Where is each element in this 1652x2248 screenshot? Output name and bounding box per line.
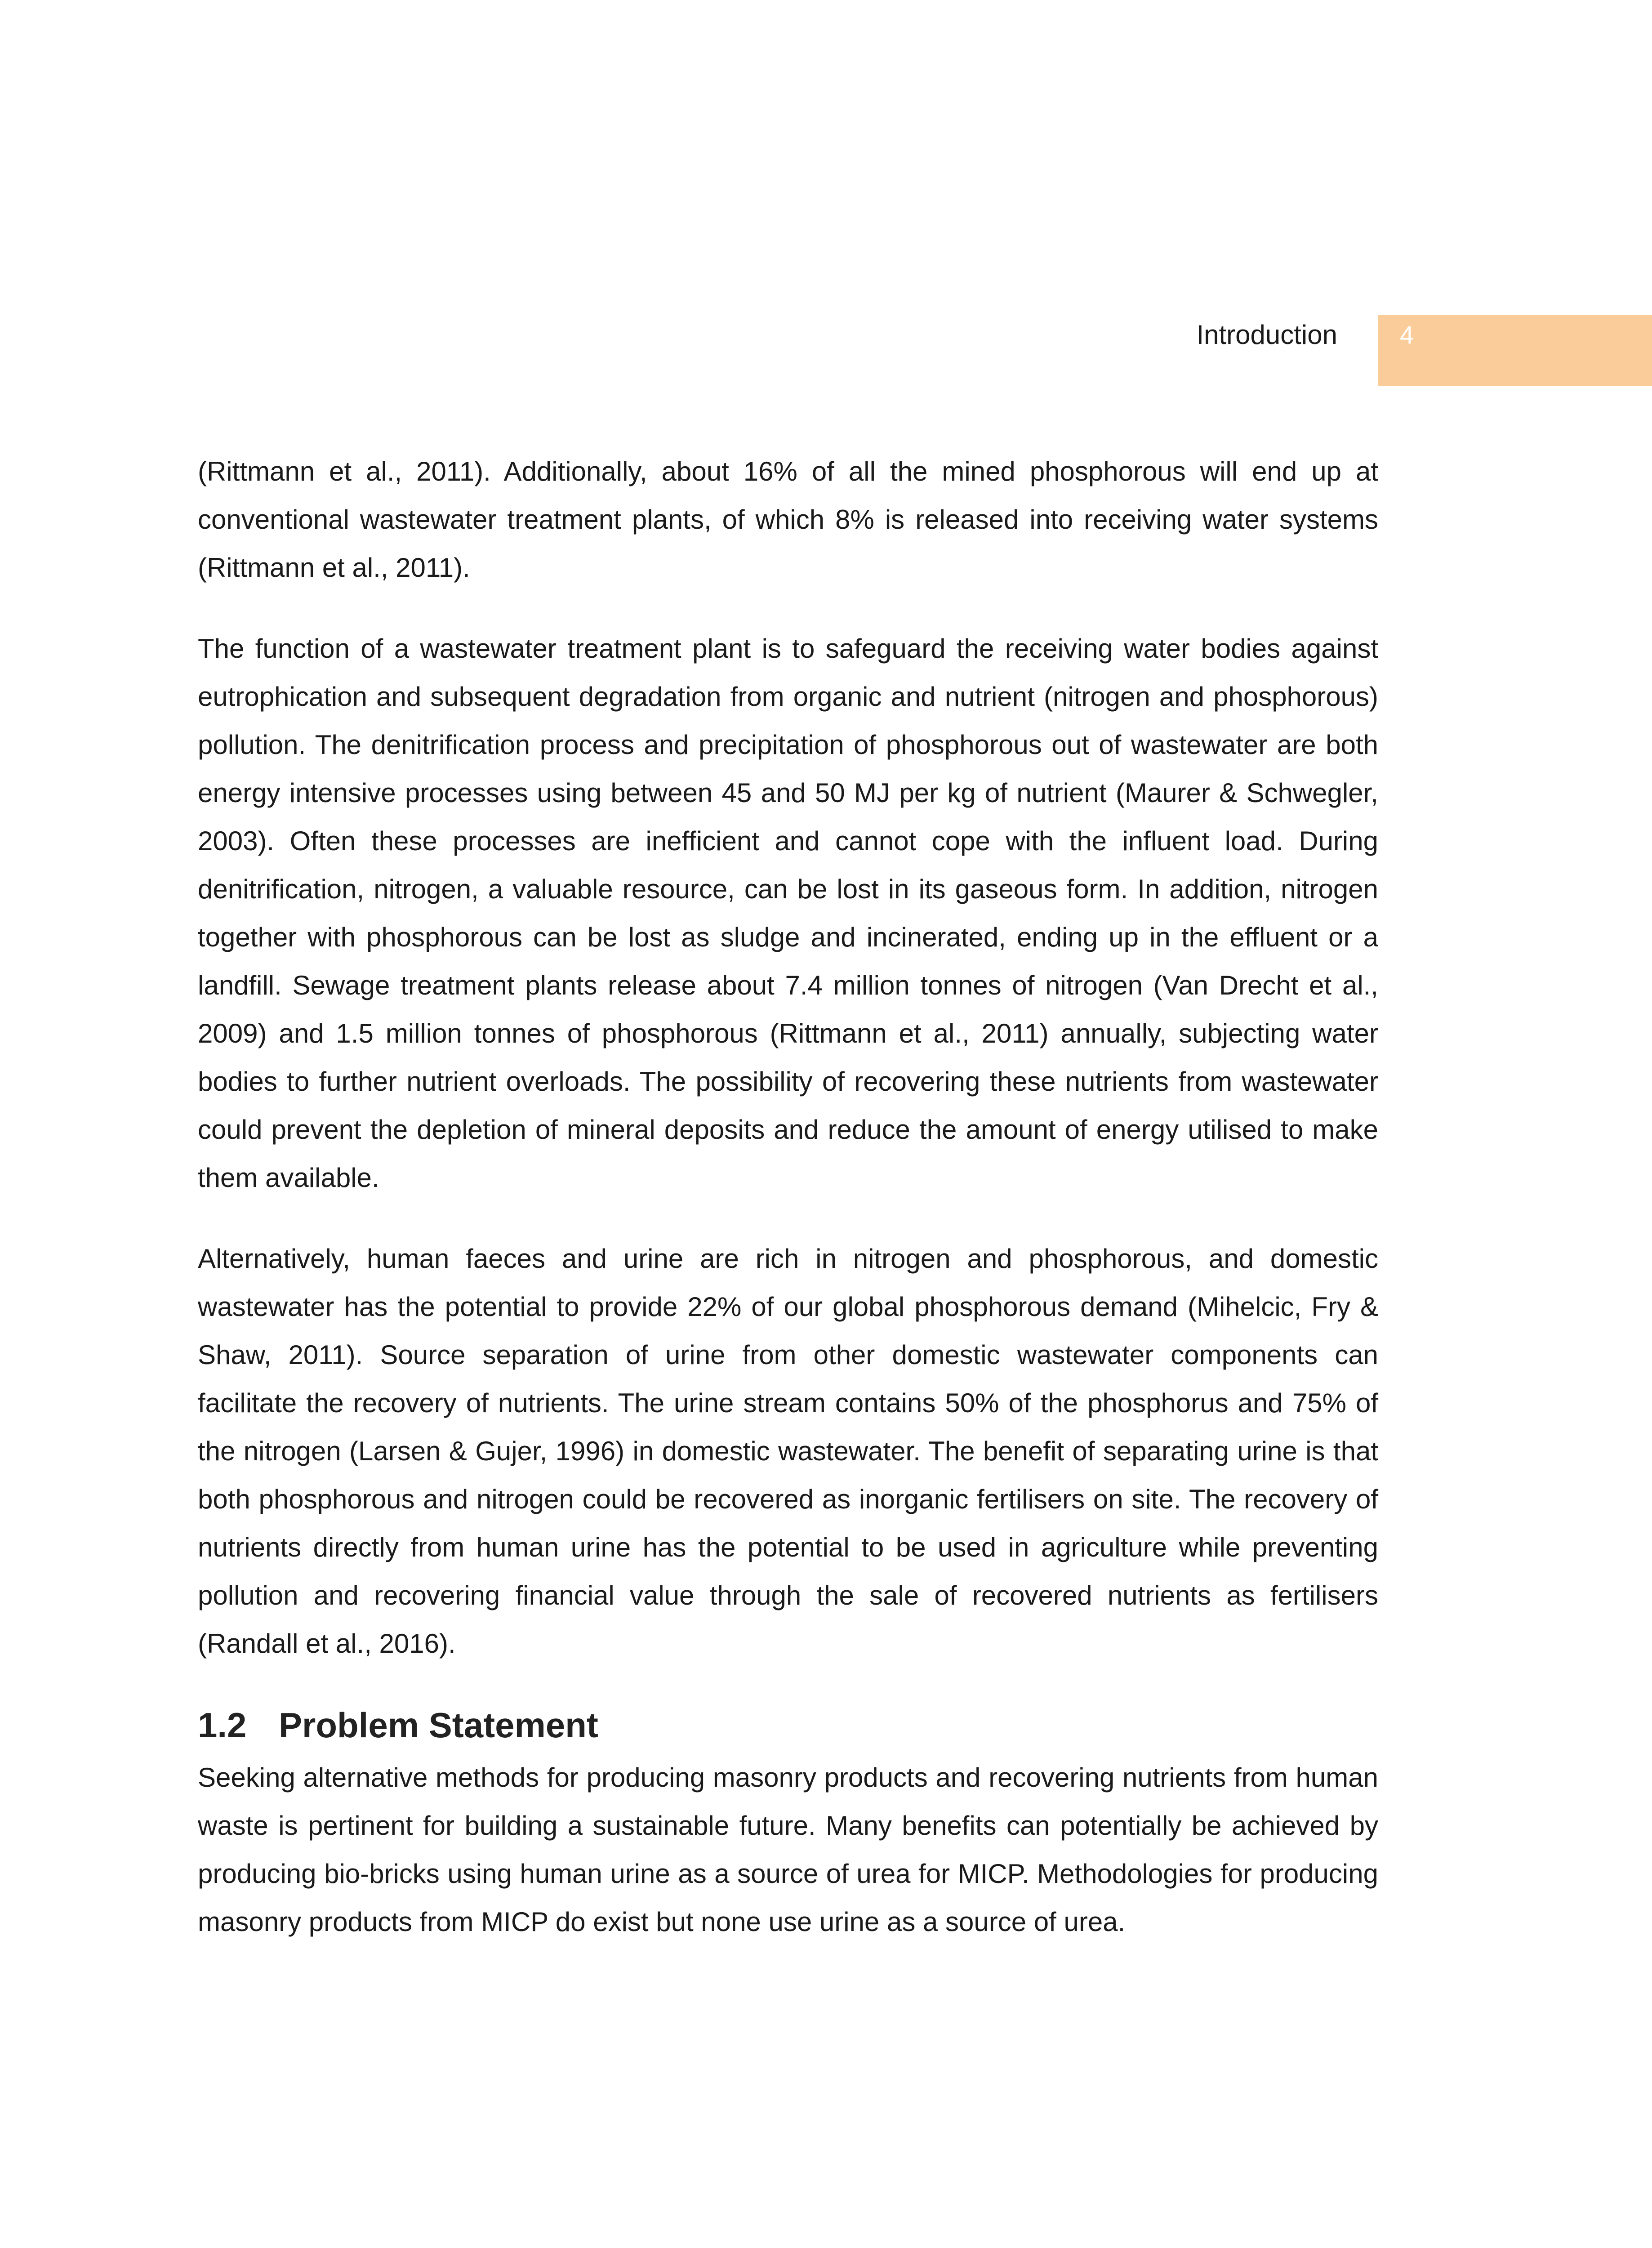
page-number-tab <box>1378 315 1652 386</box>
section-title: Problem Statement <box>279 1705 598 1745</box>
running-header: Introduction <box>1196 320 1337 350</box>
paragraph-3: Alternatively, human faeces and urine are rich in nitrogen and phosphorous, and domestic wastewater has the potential to provide 22% of our global phosphorous demand (Mihelcic, Fry & Shaw, 2011). Source separation of urine from other domestic wastewater components can facilitate the recovery of nutrients. The urine stream contains 50% of the phosphorus and 75% of the nitrogen (Larsen & Gujer, 1996) in domestic wastewater. The benefit of separating urine is that both phosphorous and nitrogen could be recovered as inorganic fertilisers on site. The recovery of nutrients directly from human urine has the potential to be used in agriculture while preventing pollution and recovering financial value through the sale of recovered nutrients as fertilisers (Randall et al., 2016). <box>198 1244 1378 1659</box>
section-number: 1.2 <box>198 1705 247 1745</box>
section-heading <box>198 1700 1378 1750</box>
paragraph-2: The function of a wastewater treatment plant is to safeguard the receiving water bodies against eutrophication and subsequent degradation from organic and nutrient (nitrogen and phosphorous) pollution. The denitrification process and precipitation of phosphorous out of wastewater are both energy intensive processes using between 45 and 50 MJ per kg of nutrient (Maurer & Schwegler, 2003). Often these processes are inefficient and cannot cope with the influent load. During denitrification, nitrogen, a valuable resource, can be lost in its gaseous form. In addition, nitrogen together with phosphorous can be lost as sludge and incinerated, ending up in the effluent or a landfill. Sewage treatment plants release about 7.4 million tonnes of nitrogen (Van Drecht et al., 2009) and 1.5 million tonnes of phosphorous (Rittmann et al., 2011) annually, subjecting water bodies to further nutrient overloads. The possibility of recovering these nutrients from wastewater could prevent the depletion of mineral deposits and reduce the amount of energy utilised to make them available. <box>198 633 1378 1193</box>
paragraph-1: (Rittmann et al., 2011). Additionally, about 16% of all the mined phosphorous will end up at conventional wastewater treatment plants, of which 8% is released into receiving water systems (Rittmann et al., 2011). <box>198 456 1378 583</box>
body-text <box>198 447 1378 1979</box>
problem-statement-paragraph: Seeking alternative methods for producing masonry products and recovering nutrients from human waste is pertinent for building a sustainable future. Many benefits can potentially be achieved by producing bio-bricks using human urine as a source of urea for MICP. Methodologies for producing masonry products from MICP do exist but none use urine as a source of urea. <box>198 1762 1378 1937</box>
page-number: 4 <box>1400 321 1414 349</box>
